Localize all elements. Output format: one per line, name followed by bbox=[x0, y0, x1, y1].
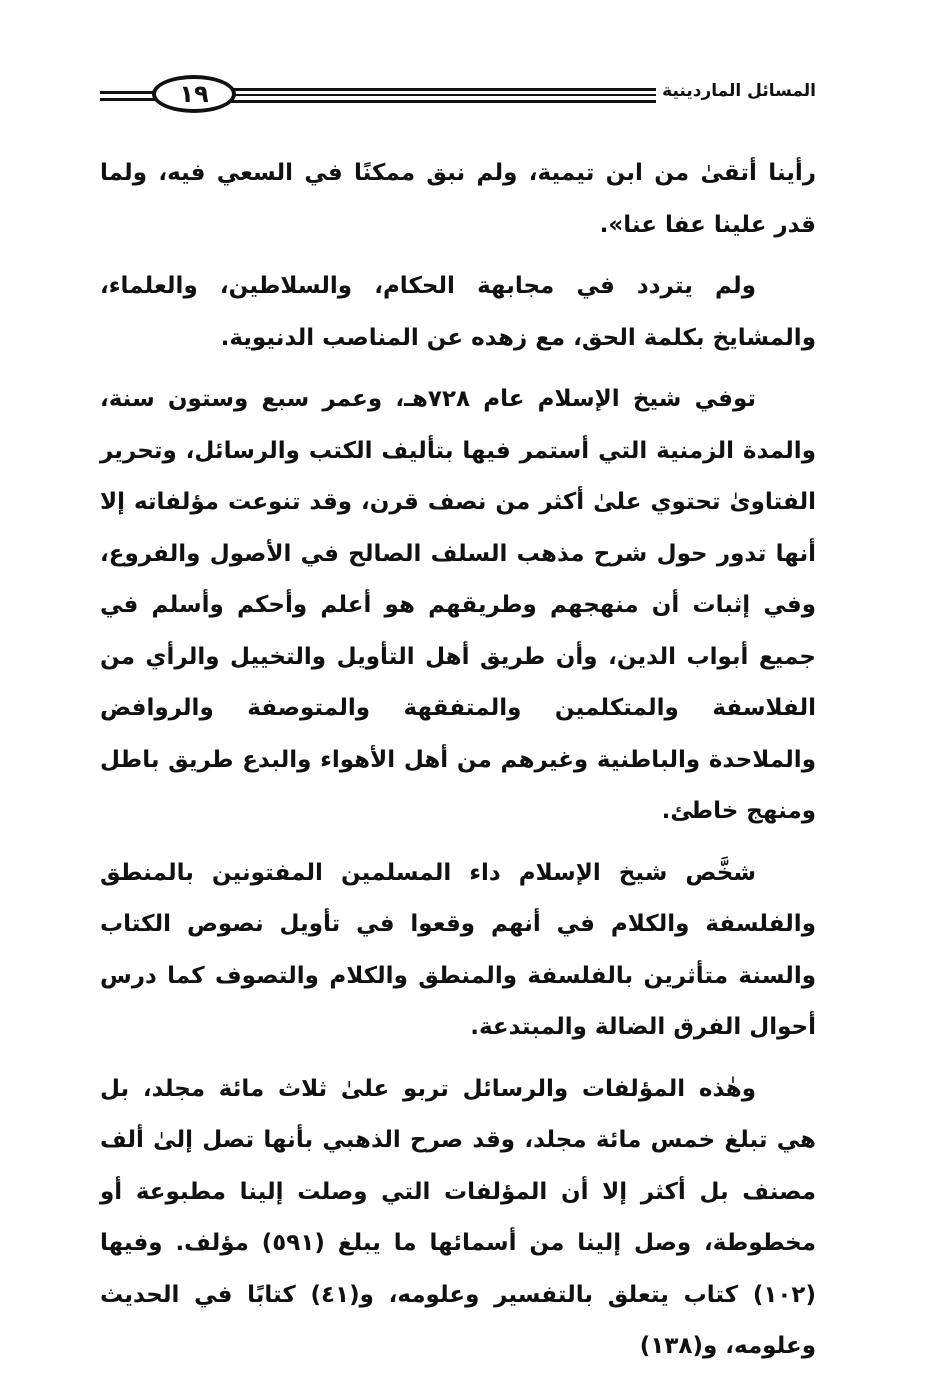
paragraph: وهٰذه المؤلفات والرسائل تربو علىٰ ثلاث مائة مجلد، بل هي تبلغ خمس مائة مجلد، وقد صرح الذهبي بأنها تصل إلىٰ ألف مصنف بل أكثر إلا أن المؤلفات التي وصلت إلينا مطبوعة أو مخطوطة، وصل إلينا من أسمائها ما يبلغ (٥٩١) مؤلف. وفيها (١٠٢) كتاب يتعلق بالتفسير وعلومه، و(٤١) كتابًا في الحديث وعلومه، و(١٣٨) bbox=[100, 1075, 816, 1359]
paragraph: ولم يتردد في مجابهة الحكام، والسلاطين، والعلماء، والمشايخ بكلمة الحق، مع زهده عن المناصب الدنيوية. bbox=[100, 273, 816, 351]
paragraph-continuation: رأينا أتقىٰ من ابن تيمية، ولم نبق ممكنًا في السعي فيه، ولما قدر علينا عفا عنا». bbox=[100, 160, 816, 238]
page-body bbox=[100, 148, 816, 1383]
header-rule-left-bottom bbox=[100, 98, 156, 101]
header-rule-left-top bbox=[100, 91, 156, 94]
paragraph: شخَّص شيخ الإسلام داء المسلمين المفتونين بالمنطق والفلسفة والكلام في أنهم وقعوا في تأويل نصوص الكتاب والسنة متأثرين بالفلسفة والمنطق والكلام والتصوف كما درس أحوال الفرق الضالة والمبتدعة. bbox=[100, 859, 816, 1040]
running-title: المسائل الماردينية bbox=[656, 76, 816, 106]
page-number-oval bbox=[152, 75, 236, 113]
page-header bbox=[100, 68, 816, 128]
page-number: ١٩ bbox=[179, 80, 209, 108]
paragraph: توفي شيخ الإسلام عام ٧٢٨هـ، وعمر سبع وستون سنة، والمدة الزمنية التي أستمر فيها بتأليف الكتب والرسائل، وتحرير الفتاوىٰ تحتوي علىٰ أكثر من نصف قرن، وقد تنوعت مؤلفاته إلا أنها تدور حول شرح مذهب السلف الصالح في الأصول والفروع، وفي إثبات أن منهجهم وطريقهم هو أعلم وأحكم وأسلم في جميع أبواب الدين، وأن طريق أهل التأويل والتخييل والرأي من الفلاسفة والمتكلمين والمتفقهة والمتوصفة والروافض والملاحدة والباطنية وغيرهم من أهل الأهواء والبدع طريق باطل ومنهج خاطئ. bbox=[100, 386, 816, 824]
